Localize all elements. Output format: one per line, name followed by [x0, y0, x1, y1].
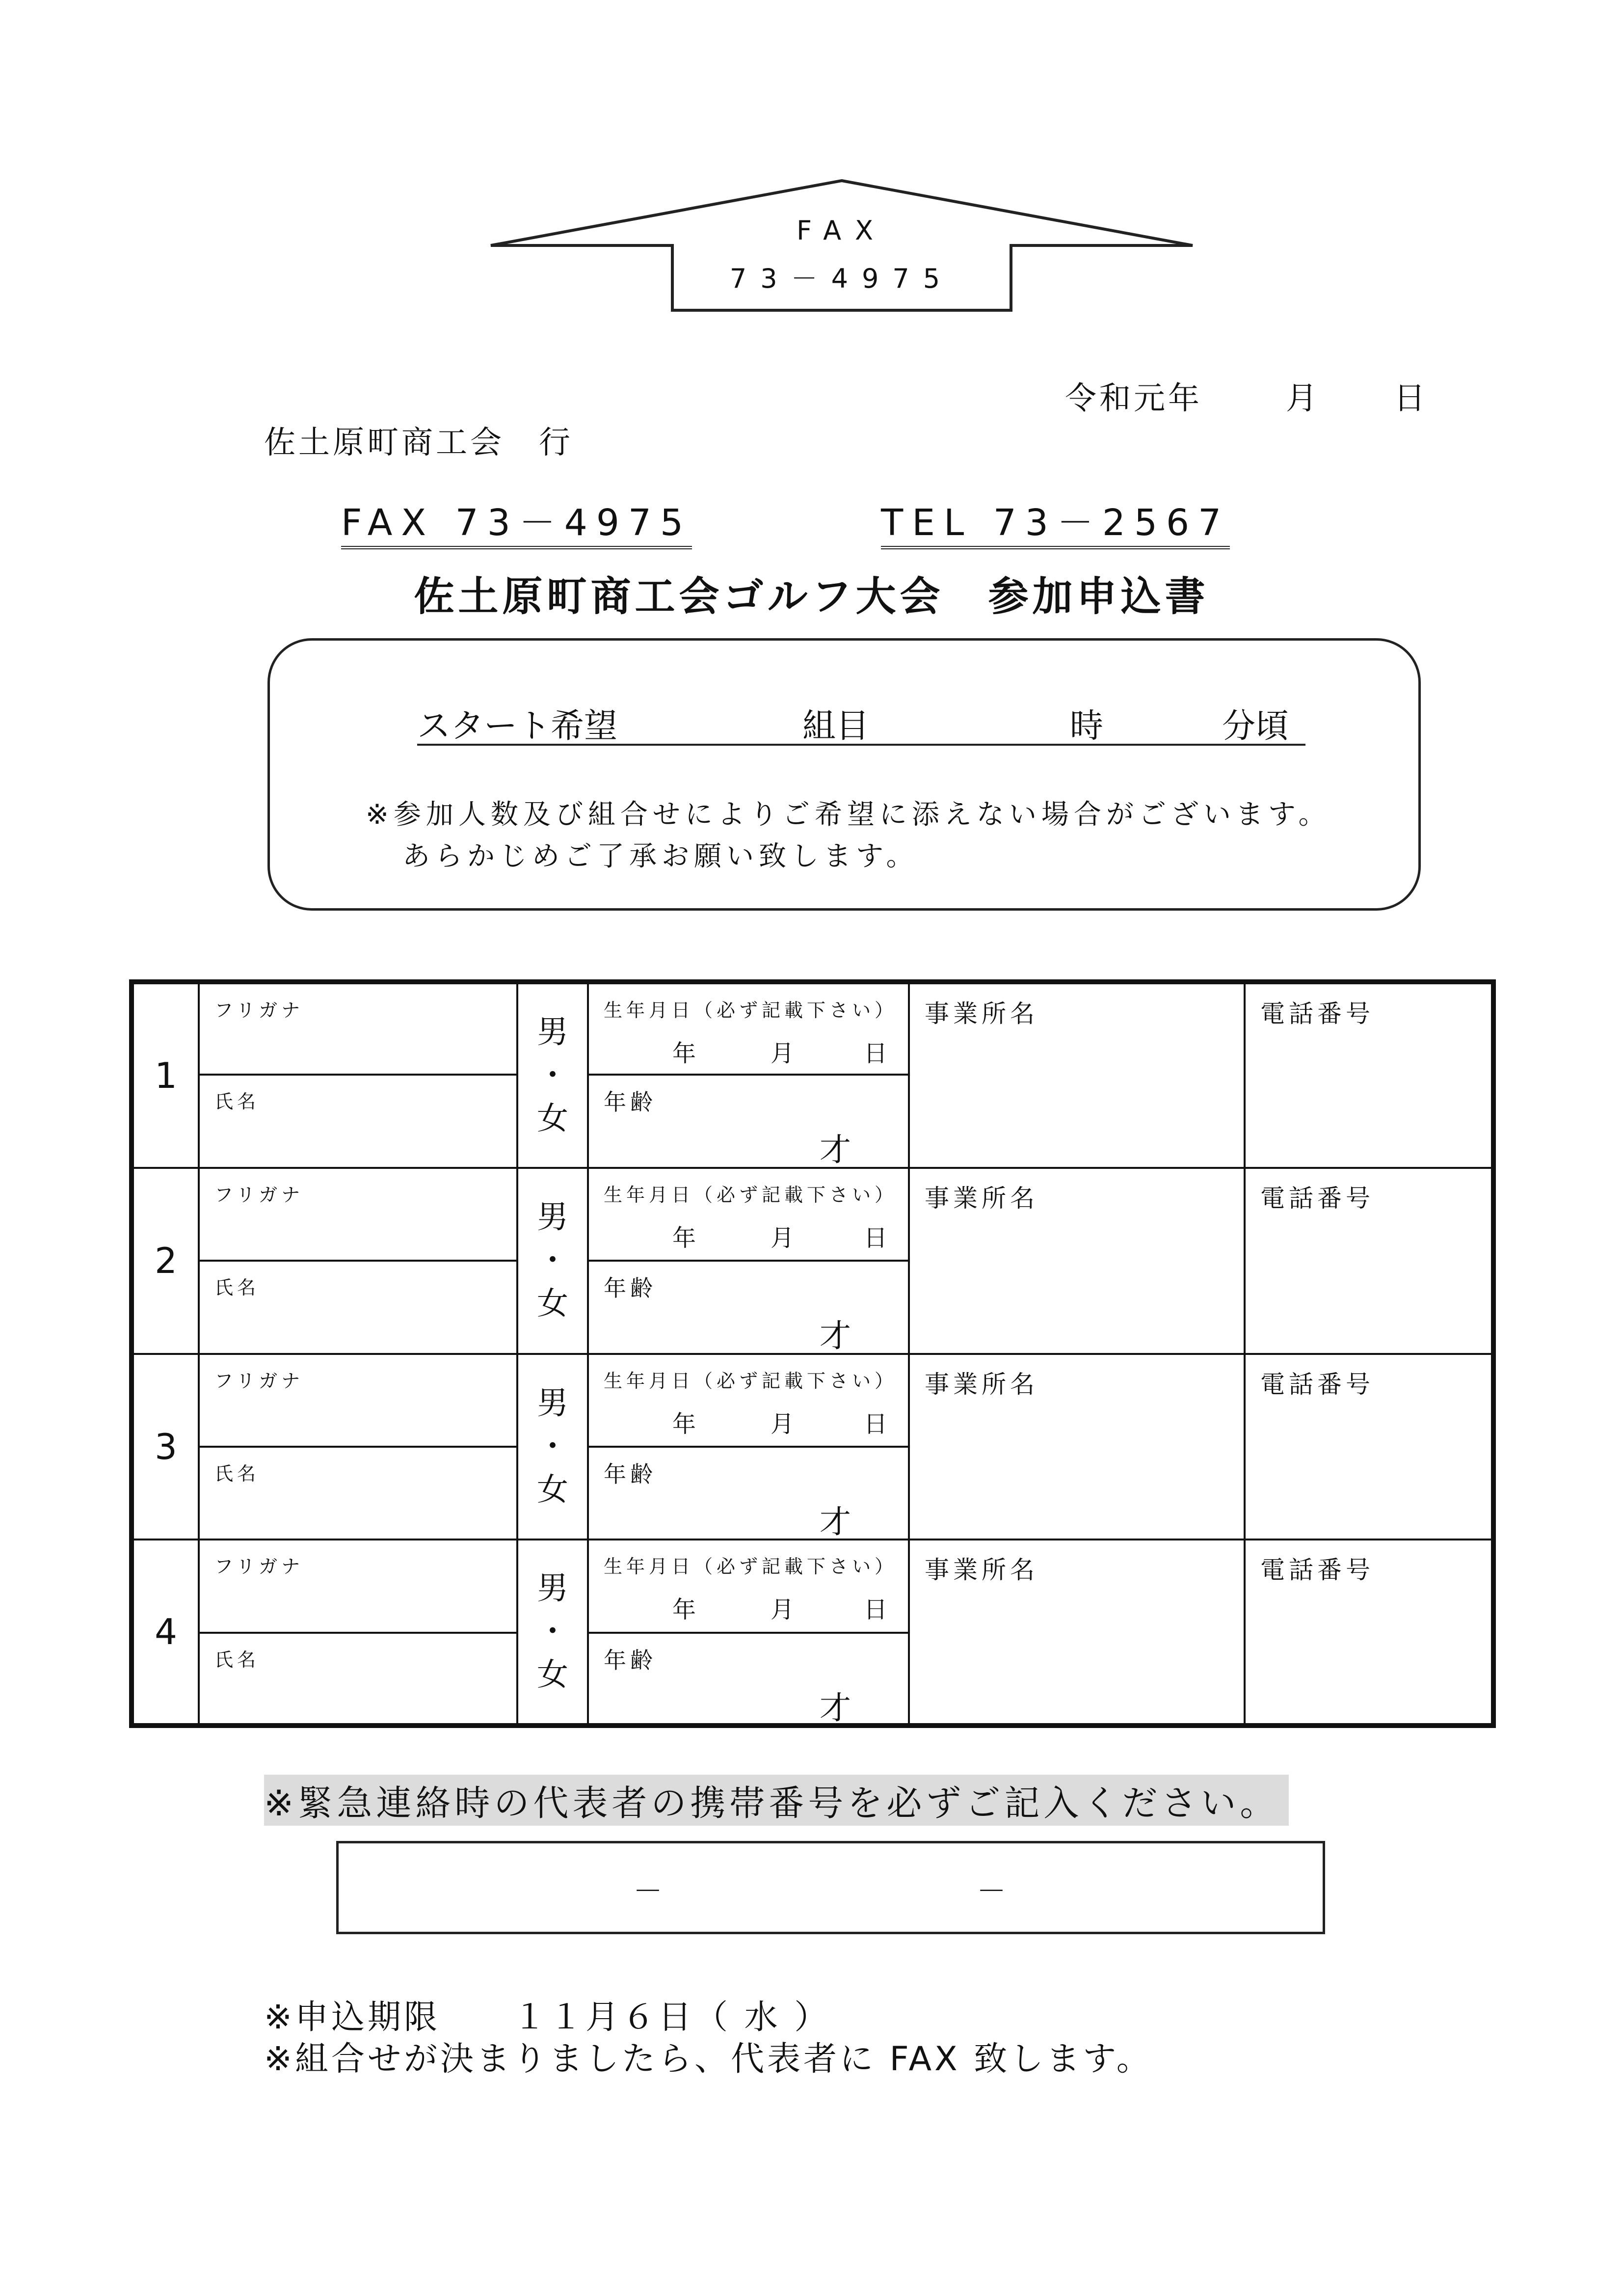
furigana-label: フリガナ: [214, 1370, 304, 1392]
age-unit: 才: [820, 1504, 851, 1540]
hour-label: 時: [1070, 707, 1104, 746]
company-field[interactable]: [909, 1354, 1245, 1540]
start-time-box: [267, 638, 1421, 911]
name-field[interactable]: [199, 1075, 517, 1167]
furigana-label: フリガナ: [214, 1184, 304, 1206]
row-number: 3: [132, 1354, 199, 1540]
company-field[interactable]: [909, 982, 1245, 1168]
age-field[interactable]: [588, 1447, 909, 1540]
date-month: 月: [1286, 380, 1320, 417]
company-label: 事業所名: [925, 1556, 1038, 1585]
company-label: 事業所名: [925, 1184, 1038, 1213]
age-unit: 才: [820, 1132, 851, 1169]
group-label: 組目: [802, 707, 870, 746]
start-underline: [417, 744, 1305, 746]
age-field[interactable]: [588, 1261, 909, 1353]
table-row: [132, 1168, 1493, 1261]
addressee-name: 佐土原町商工会: [264, 425, 505, 461]
age-label: 年齢: [604, 1460, 657, 1487]
birth-month: 月: [771, 1410, 795, 1438]
age-unit: 才: [820, 1318, 851, 1355]
birth-year: 年: [672, 1224, 696, 1252]
name-label: 氏名: [214, 1648, 260, 1671]
contact-fax: FAX 73－4975: [341, 501, 692, 549]
birthdate-label: 生年月日（必ず記載下さい）: [604, 1184, 898, 1206]
gender-select[interactable]: [517, 1540, 588, 1726]
gender-male[interactable]: 男: [537, 1570, 568, 1607]
birthdate-field[interactable]: [588, 1540, 909, 1632]
fax-arrow-label: FAX: [796, 215, 887, 246]
gender-female[interactable]: 女: [537, 1286, 568, 1323]
phone-dash-2: －: [977, 1874, 1006, 1909]
entry-table: [129, 979, 1496, 1728]
company-field[interactable]: [909, 1168, 1245, 1354]
phone-field[interactable]: [1245, 1168, 1493, 1354]
age-label: 年齢: [604, 1089, 657, 1116]
birth-day: 日: [864, 1596, 888, 1624]
company-label: 事業所名: [925, 1370, 1038, 1399]
gender-male[interactable]: 男: [537, 1014, 568, 1051]
birth-month: 月: [771, 1596, 795, 1624]
age-field[interactable]: [588, 1075, 909, 1167]
birthdate-label: 生年月日（必ず記載下さい）: [604, 999, 898, 1021]
birth-month: 月: [771, 1040, 795, 1067]
table-row: [132, 1354, 1493, 1447]
furigana-field[interactable]: [199, 1168, 517, 1261]
furigana-label: フリガナ: [214, 1556, 304, 1578]
minute-label: 分頃: [1222, 707, 1289, 746]
start-label: スタート希望: [417, 707, 618, 746]
gender-dot: ・: [537, 1428, 568, 1465]
birth-year: 年: [672, 1596, 696, 1624]
start-note-line2: あらかじめご了承お願い致します。: [402, 840, 919, 872]
gender-male[interactable]: 男: [537, 1199, 568, 1236]
emergency-phone-input[interactable]: [336, 1841, 1325, 1934]
phone-field[interactable]: [1245, 982, 1493, 1168]
phone-label: 電話番号: [1260, 1370, 1374, 1399]
table-row: [132, 1540, 1493, 1632]
name-field[interactable]: [199, 1633, 517, 1726]
name-label: 氏名: [214, 1462, 260, 1485]
table-row: [132, 982, 1493, 1075]
name-label: 氏名: [214, 1277, 260, 1299]
birthdate-label: 生年月日（必ず記載下さい）: [604, 1370, 898, 1392]
page-title: 佐土原町商工会ゴルフ大会 参加申込書: [414, 573, 1209, 620]
gender-dot: ・: [537, 1614, 568, 1650]
emergency-note: ※緊急連絡時の代表者の携帯番号を必ずご記入ください。: [264, 1775, 1289, 1826]
birth-day: 日: [864, 1410, 888, 1438]
gender-select[interactable]: [517, 1168, 588, 1354]
birth-year: 年: [672, 1410, 696, 1438]
gender-female[interactable]: 女: [537, 1100, 568, 1137]
gender-male[interactable]: 男: [537, 1385, 568, 1422]
addressee-suffix: 行: [539, 425, 573, 461]
phone-label: 電話番号: [1260, 1556, 1374, 1585]
start-note-line1: ※参加人数及び組合せによりご希望に添えない場合がございます。: [366, 799, 1331, 831]
furigana-field[interactable]: [199, 1540, 517, 1632]
phone-label: 電話番号: [1260, 999, 1374, 1028]
date-day: 日: [1394, 380, 1428, 417]
date-line: [1065, 373, 1428, 418]
gender-female[interactable]: 女: [537, 1471, 568, 1508]
gender-select[interactable]: [517, 1354, 588, 1540]
gender-female[interactable]: 女: [537, 1657, 568, 1694]
birth-day: 日: [864, 1040, 888, 1067]
row-number: 1: [132, 982, 199, 1168]
furigana-field[interactable]: [199, 982, 517, 1075]
deadline-note: ※申込期限 １１月６日（ 水 ）: [264, 1998, 831, 2037]
row-number: 4: [132, 1540, 199, 1726]
name-field[interactable]: [199, 1447, 517, 1540]
date-era: 令和元年: [1065, 380, 1202, 417]
phone-dash-1: －: [633, 1874, 663, 1909]
birth-month: 月: [771, 1224, 795, 1252]
fax-arrow-number: 73－4975: [729, 263, 954, 294]
age-unit: 才: [820, 1690, 851, 1727]
birthdate-label: 生年月日（必ず記載下さい）: [604, 1556, 898, 1578]
birthdate-field[interactable]: [588, 982, 909, 1075]
birth-year: 年: [672, 1040, 696, 1067]
age-label: 年齢: [604, 1647, 657, 1674]
birthdate-field[interactable]: [588, 1354, 909, 1447]
company-field[interactable]: [909, 1540, 1245, 1726]
gender-dot: ・: [537, 1057, 568, 1094]
gender-dot: ・: [537, 1243, 568, 1279]
gender-select[interactable]: [517, 982, 588, 1168]
furigana-field[interactable]: [199, 1354, 517, 1447]
birthdate-field[interactable]: [588, 1168, 909, 1261]
name-field[interactable]: [199, 1261, 517, 1353]
phone-field[interactable]: [1245, 1540, 1493, 1726]
fax-arrow-box: [486, 177, 1197, 314]
age-label: 年齢: [604, 1275, 657, 1302]
fax-notice: ※組合せが決まりましたら、代表者に FAX 致します。: [264, 2040, 1153, 2079]
addressee: [264, 417, 573, 462]
furigana-label: フリガナ: [214, 999, 304, 1021]
name-label: 氏名: [214, 1091, 260, 1113]
phone-field[interactable]: [1245, 1354, 1493, 1540]
phone-label: 電話番号: [1260, 1184, 1374, 1213]
contact-tel: TEL 73－2567: [881, 501, 1230, 549]
age-field[interactable]: [588, 1633, 909, 1726]
birth-day: 日: [864, 1224, 888, 1252]
row-number: 2: [132, 1168, 199, 1354]
company-label: 事業所名: [925, 999, 1038, 1028]
